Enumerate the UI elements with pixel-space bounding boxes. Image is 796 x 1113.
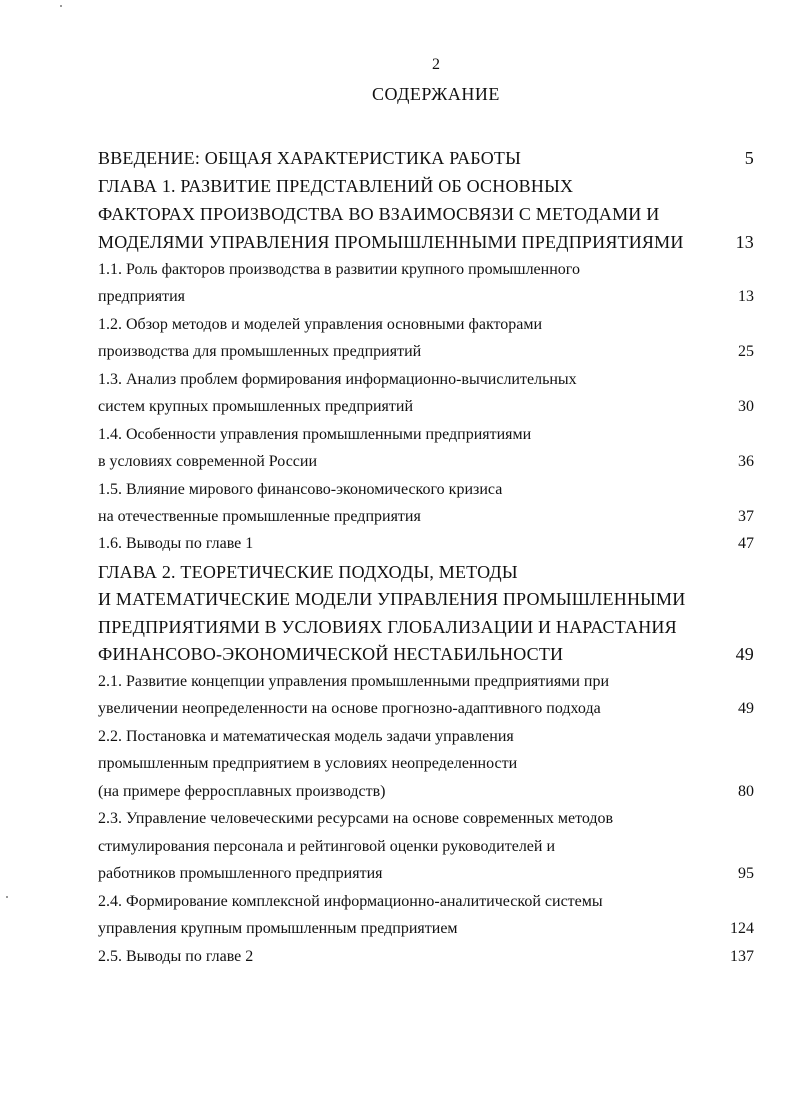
toc-entry-text: предприятия (98, 288, 185, 305)
toc-entry-text: промышленным предприятием в условиях неопределенности (98, 755, 518, 772)
toc-entry-text: МОДЕЛЯМИ УПРАВЛЕНИЯ ПРОМЫШЛЕННЫМИ ПРЕДПРИЯТИЯМИ (98, 232, 684, 252)
toc-entry-text: 2.2. Постановка и математическая модель задачи управления (98, 728, 514, 745)
toc-entry-page: 124 (730, 920, 754, 937)
toc-entry-text: (на примере ферросплавных производств) (98, 783, 386, 800)
toc-entry-text: 1.4. Особенности управления промышленными предприятиями (98, 426, 532, 443)
toc-entry-page: 13 (735, 232, 754, 252)
toc-entry-text: в условиях современной России (98, 453, 318, 470)
toc-entry-text: увеличении неопределенности на основе прогнозно-адаптивного подхода (98, 700, 601, 717)
toc-entry-text: 1.2. Обзор методов и моделей управления основными факторами (98, 316, 543, 333)
toc-entry-text: ВВЕДЕНИЕ: ОБЩАЯ ХАРАКТЕРИСТИКА РАБОТЫ (98, 148, 521, 168)
toc-entry-page: 80 (738, 783, 754, 800)
toc-entry-text: ПРЕДПРИЯТИЯМИ В УСЛОВИЯХ ГЛОБАЛИЗАЦИИ И НАРАСТАНИЯ (98, 617, 677, 637)
toc-entry-text: 2.5. Выводы по главе 2 (98, 948, 254, 965)
toc-entry-page: 49 (738, 700, 754, 717)
toc-entry-text: стимулирования персонала и рейтинговой оценки руководителей и (98, 838, 556, 855)
toc-entry-text: 1.3. Анализ проблем формирования информационно-вычислительных (98, 371, 577, 388)
toc-entry-text: 2.4. Формирование комплексной информационно-аналитической системы (98, 893, 603, 910)
toc-entry-page: 37 (738, 508, 754, 525)
toc-entry-text: систем крупных промышленных предприятий (98, 398, 414, 415)
toc-entry-text: И МАТЕМАТИЧЕСКИЕ МОДЕЛИ УПРАВЛЕНИЯ ПРОМЫШЛЕННЫМИ (98, 589, 686, 609)
toc-entry-text: 1.5. Влияние мирового финансово-экономического кризиса (98, 481, 503, 498)
toc-entry-text: управления крупным промышленным предприятием (98, 920, 458, 937)
page-number: 2 (432, 56, 440, 73)
toc-entry-page: 49 (735, 644, 754, 664)
toc-entry-text: ФАКТОРАХ ПРОИЗВОДСТВА ВО ВЗАИМОСВЯЗИ С МЕТОДАМИ И (98, 204, 660, 224)
toc-entry-page: 95 (738, 865, 754, 882)
toc-entry-text: 2.1. Развитие концепции управления промышленными предприятиями при (98, 673, 610, 690)
toc-entry-text: 1.1. Роль факторов производства в развитии крупного промышленного (98, 261, 580, 278)
toc-entry-page: 47 (738, 535, 754, 552)
toc-entry-text: 2.3. Управление человеческими ресурсами на основе современных методов (98, 810, 614, 827)
toc-entry-page: 13 (738, 288, 754, 305)
toc-entry-page: 30 (738, 398, 754, 415)
toc-entry-text: на отечественные промышленные предприятия (98, 508, 421, 525)
toc-entry-text: ФИНАНСОВО-ЭКОНОМИЧЕСКОЙ НЕСТАБИЛЬНОСТИ (98, 644, 564, 664)
toc-entry-page: 36 (738, 453, 754, 470)
toc-entry-text: ГЛАВА 1. РАЗВИТИЕ ПРЕДСТАВЛЕНИЙ ОБ ОСНОВНЫХ (98, 176, 574, 196)
toc-entry-page: 5 (744, 148, 754, 168)
toc-entry-page: 137 (730, 948, 754, 965)
scan-speck (60, 5, 62, 7)
toc-entry-text: производства для промышленных предприятий (98, 343, 422, 360)
toc-entry-text: ГЛАВА 2. ТЕОРЕТИЧЕСКИЕ ПОДХОДЫ, МЕТОДЫ (98, 562, 518, 582)
toc-entry-page: 25 (738, 343, 754, 360)
page-title: СОДЕРЖАНИЕ (372, 84, 500, 104)
scan-speck (6, 896, 8, 898)
toc-entry-text: работников промышленного предприятия (98, 865, 383, 882)
toc-entry-text: 1.6. Выводы по главе 1 (98, 535, 254, 552)
